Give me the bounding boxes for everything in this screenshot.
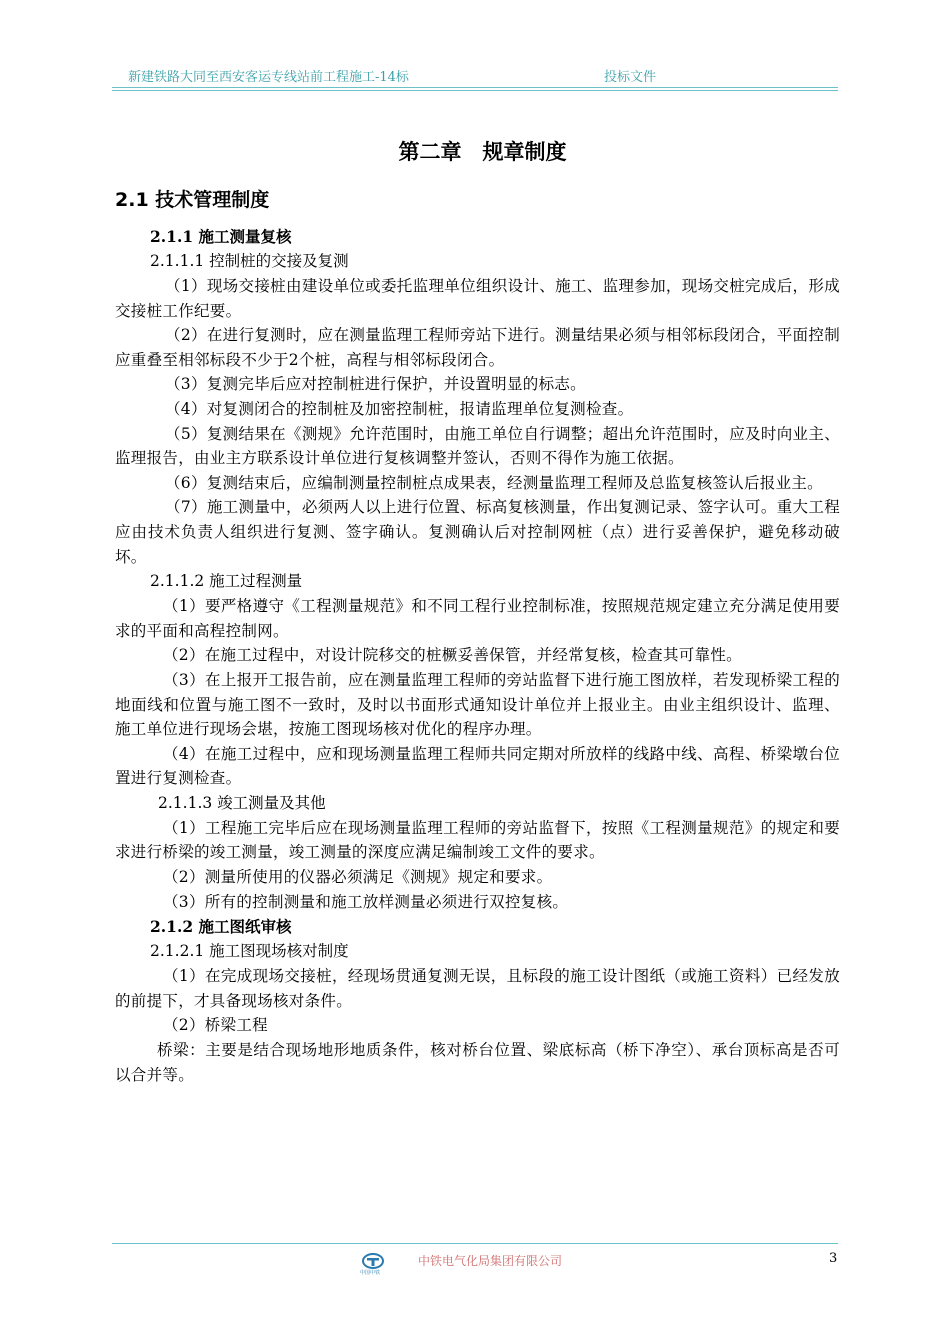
paragraph: （1）要严格遵守《工程测量规范》和不同工程行业控制标准，按照规范规定建立充分满足使用要求的平面和高程控制网。	[115, 597, 840, 640]
paragraph: （6）复测结束后，应编制测量控制桩点成果表，经测量监理工程师及总监复核签认后报业主。	[165, 473, 823, 492]
subsubsection-title: 2.1.1.2 施工过程测量	[150, 572, 303, 591]
logo-text: 中国中铁	[360, 1270, 381, 1276]
paragraph: （3）所有的控制测量和施工放样测量必须进行双控复核。	[163, 892, 569, 911]
paragraph: （1）在完成现场交接桩，经现场贯通复测无误，且标段的施工设计图纸（或施工资料）已经发放的前提下，才具备现场核对条件。	[115, 967, 840, 1010]
subsubsection-title: 2.1.1.3 竣工测量及其他	[158, 793, 326, 812]
subsection-title: 2.1.1 施工测量复核	[150, 227, 292, 246]
paragraph: （1）现场交接桩由建设单位或委托监理单位组织设计、施工、监理参加，现场交桩完成后，形成交接桩工作纪要。	[115, 277, 840, 320]
subsubsection-title: 2.1.2.1 施工图现场核对制度	[150, 942, 349, 961]
paragraph: （1）工程施工完毕后应在现场测量监理工程师的旁站监督下，按照《工程测量规范》的规定和要求进行桥梁的竣工测量，竣工测量的深度应满足编制竣工文件的要求。	[115, 818, 840, 862]
paragraph: （2）测量所使用的仪器必须满足《测规》规定和要求。	[163, 868, 553, 887]
page-header	[112, 66, 838, 88]
page-body	[115, 132, 840, 1087]
paragraph: （2）在进行复测时，应在测量监理工程师旁站下进行。测量结果必须与相邻标段闭合，平面控制应重叠至相邻标段不少于2个桩，高程与相邻标段闭合。	[115, 326, 840, 369]
footer-rule	[112, 1243, 838, 1244]
paragraph: （4）在施工过程中，应和现场测量监理工程师共同定期对所放样的线路中线、高程、桥梁墩台位置进行复测检查。	[115, 744, 840, 788]
paragraph: （2）桥梁工程	[163, 1016, 268, 1035]
subsection-title: 2.1.2 施工图纸审核	[150, 917, 292, 937]
page-number: 3	[829, 1251, 838, 1266]
paragraph: （7）施工测量中，必须两人以上进行位置、标高复核测量，作出复测记录、签字认可。重大工程应由技术负责人组织进行复测、签字确认。复测确认后对控制网桩（点）进行妥善保护，避免移动破坏。	[115, 498, 840, 566]
paragraph: （2）在施工过程中，对设计院移交的桩橛妥善保管，并经常复核，检查其可靠性。	[163, 646, 742, 665]
footer-company: 中铁电气化局集团有限公司	[418, 1254, 563, 1268]
chapter-title: 第二章 规章制度	[398, 140, 567, 164]
header-doc-type: 投标文件	[604, 70, 657, 85]
section-title: 2.1 技术管理制度	[115, 189, 270, 211]
subsubsection-title: 2.1.1.1 控制桩的交接及复测	[150, 252, 349, 270]
header-rule	[112, 87, 838, 88]
header-rule-double	[112, 90, 838, 91]
paragraph: 桥梁：主要是结合现场地形地质条件，核对桥台位置、梁底标高（桥下净空）、承台顶标高是否可以合并等。	[115, 1041, 840, 1084]
paragraph: （3）在上报开工报告前，应在测量监理工程师的旁站监督下进行施工图放样，若发现桥梁工程的地面线和位置与施工图不一致时，及时以书面形式通知设计单位并上报业主。由业主组织设计、监理、施工单位进行现场会堪，按施工图现场核对优化的程序办理。	[115, 670, 840, 739]
paragraph: （5）复测结果在《测规》允许范围时，由施工单位自行调整；超出允许范围时，应及时向业主、监理报告，由业主方联系设计单位进行复核调整并签认，否则不得作为施工依据。	[115, 424, 840, 468]
header-project-title: 新建铁路大同至西安客运专线站前工程施工-14标	[128, 70, 409, 85]
paragraph: （4）对复测闭合的控制桩及加密控制桩，报请监理单位复测检查。	[165, 399, 634, 418]
company-logo-icon	[362, 1253, 384, 1269]
paragraph: （3）复测完毕后应对控制桩进行保护，并设置明显的标志。	[165, 375, 586, 394]
